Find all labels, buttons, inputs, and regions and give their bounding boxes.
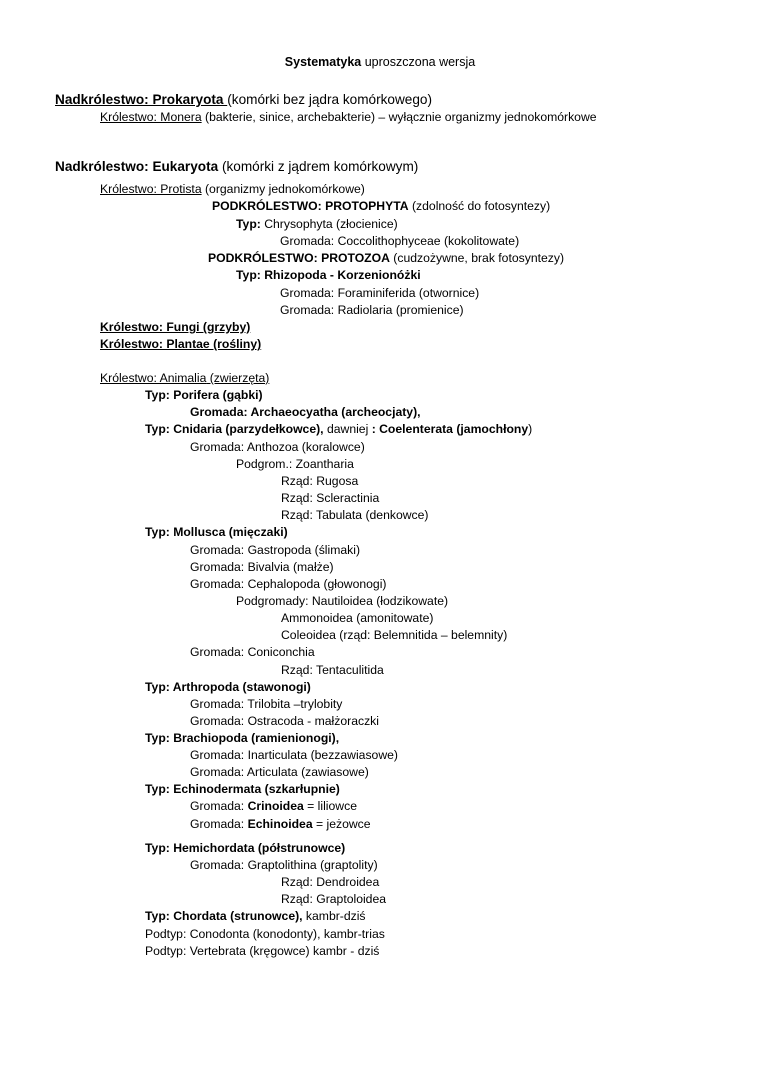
porifera-line: Typ: Porifera (gąbki) bbox=[145, 388, 263, 402]
ostracoda-line: Gromada: Ostracoda - małżoraczki bbox=[190, 714, 379, 728]
tentaculitida-line: Rząd: Tentaculitida bbox=[281, 663, 384, 677]
chrysophyta-name: Chrysophyta (złocienice) bbox=[260, 217, 398, 231]
monera-note: (bakterie, sinice, archebakterie) – wyłącznie organizmy jednokomórkowe bbox=[201, 110, 597, 124]
chordata-line bbox=[145, 908, 366, 924]
gastropoda-line: Gromada: Gastropoda (ślimaki) bbox=[190, 543, 361, 557]
echinodermata-line: Typ: Echinodermata (szkarłupnie) bbox=[145, 782, 340, 796]
tabulata-line: Rząd: Tabulata (denkowce) bbox=[281, 508, 429, 522]
cephalopoda-line: Gromada: Cephalopoda (głowonogi) bbox=[190, 577, 387, 591]
foraminifera-line: Gromada: Foraminiferida (otwornice) bbox=[280, 286, 480, 300]
arthropoda-line: Typ: Arthropoda (stawonogi) bbox=[145, 680, 311, 694]
protozoa-line bbox=[208, 250, 564, 266]
dendroidea-line: Rząd: Dendroidea bbox=[281, 875, 380, 889]
prokaryota-label: Nadkrólestwo: Prokaryota bbox=[55, 92, 228, 107]
crinoidea-line bbox=[190, 798, 357, 814]
title-rest: uproszczona wersja bbox=[361, 55, 476, 69]
radiolaria-line: Gromada: Radiolaria (promienice) bbox=[280, 303, 464, 317]
hemichordata-line: Typ: Hemichordata (półstrunowce) bbox=[145, 841, 346, 855]
echinoidea-note: = jeżowce bbox=[312, 817, 371, 831]
cnidaria-old-name: : Coelenterata (jamochłony bbox=[371, 422, 529, 436]
animalia-line bbox=[100, 370, 269, 386]
prokaryota-note: (komórki bez jądra komórkowego) bbox=[227, 92, 432, 107]
graptoloidea-line: Rząd: Graptoloidea bbox=[281, 892, 387, 906]
echinoidea-line bbox=[190, 816, 371, 832]
graptolithina-line: Gromada: Graptolithina (graptolity) bbox=[190, 858, 378, 872]
conodonta-line: Podtyp: Conodonta (konodonty), kambr-trias bbox=[145, 927, 385, 941]
protophyta-label: PODKRÓLESTWO: PROTOPHYTA bbox=[212, 199, 409, 213]
zoantharia-line: Podgrom.: Zoantharia bbox=[236, 457, 354, 471]
scleractinia-line: Rząd: Scleractinia bbox=[281, 491, 380, 505]
chrysophyta-line bbox=[236, 216, 398, 232]
bivalvia-line: Gromada: Bivalvia (małże) bbox=[190, 560, 334, 574]
eukaryota-label: Nadkrólestwo: Eukaryota bbox=[55, 159, 219, 174]
fungi-line: Królestwo: Fungi (grzyby) bbox=[100, 320, 251, 334]
coniconchia-line: Gromada: Coniconchia bbox=[190, 645, 315, 659]
cnidaria-mid: dawniej bbox=[323, 422, 372, 436]
protozoa-label: PODKRÓLESTWO: PROTOZOA bbox=[208, 251, 390, 265]
echinoidea-name: Echinoidea bbox=[247, 817, 313, 831]
nautiloidea-line: Podgromady: Nautiloidea (łodzikowate) bbox=[236, 594, 449, 608]
articulata-line: Gromada: Articulata (zawiasowe) bbox=[190, 765, 369, 779]
ammonoidea-line: Ammonoidea (amonitowate) bbox=[281, 611, 434, 625]
crinoidea-prefix: Gromada: bbox=[190, 799, 248, 813]
monera-name: : Monera bbox=[153, 110, 202, 124]
page-title bbox=[0, 55, 760, 69]
eukaryota-note: (komórki z jądrem komórkowym) bbox=[218, 159, 419, 174]
eukaryota-heading bbox=[55, 159, 418, 175]
protista-label: Królestwo: Protista bbox=[100, 182, 202, 196]
protista-note: (organizmy jednokomórkowe) bbox=[201, 182, 365, 196]
chordata-label: Typ: Chordata (strunowce), bbox=[145, 909, 303, 923]
echinoidea-prefix: Gromada: bbox=[190, 817, 248, 831]
inarticulata-line: Gromada: Inarticulata (bezzawiasowe) bbox=[190, 748, 398, 762]
cnidaria-end: ) bbox=[528, 422, 533, 436]
protozoa-note: (cudzożywne, brak fotosyntezy) bbox=[389, 251, 565, 265]
cnidaria-label: Typ: Cnidaria (parzydełkowce), bbox=[145, 422, 324, 436]
monera-line bbox=[100, 109, 597, 125]
protophyta-note: (zdolność do fotosyntezy) bbox=[408, 199, 551, 213]
vertebrata-line: Podtyp: Vertebrata (kręgowce) kambr - dziś bbox=[145, 944, 380, 958]
brachiopoda-line: Typ: Brachiopoda (ramienionogi), bbox=[145, 731, 340, 745]
prokaryota-heading bbox=[55, 92, 432, 108]
trilobita-line: Gromada: Trilobita –trylobity bbox=[190, 697, 343, 711]
rhizopoda-line: Typ: Rhizopoda - Korzenionóżki bbox=[236, 268, 421, 282]
protista-line bbox=[100, 181, 365, 197]
archaeocyatha-line: Gromada: Archaeocyatha (archeocjaty), bbox=[190, 405, 421, 419]
crinoidea-note: = liliowce bbox=[303, 799, 357, 813]
coleoidea-line: Coleoidea (rząd: Belemnitida – belemnity) bbox=[281, 628, 508, 642]
anthozoa-line: Gromada: Anthozoa (koralowce) bbox=[190, 440, 365, 454]
protophyta-line bbox=[212, 198, 550, 214]
chrysophyta-typ-label: Typ: bbox=[236, 217, 261, 231]
rugosa-line: Rząd: Rugosa bbox=[281, 474, 359, 488]
title-bold: Systematyka bbox=[284, 55, 362, 69]
coccolith-line: Gromada: Coccolithophyceae (kokolitowate) bbox=[280, 234, 520, 248]
chordata-note: kambr-dziś bbox=[302, 909, 366, 923]
plantae-line: Królestwo: Plantae (rośliny) bbox=[100, 337, 262, 351]
monera-label: Królestwo bbox=[100, 110, 154, 124]
crinoidea-name: Crinoidea bbox=[247, 799, 304, 813]
cnidaria-line bbox=[145, 421, 532, 437]
mollusca-line: Typ: Mollusca (mięczaki) bbox=[145, 525, 288, 539]
animalia-label: Królestwo: Animalia bbox=[100, 371, 207, 385]
animalia-note: (zwierzęta) bbox=[206, 371, 270, 385]
